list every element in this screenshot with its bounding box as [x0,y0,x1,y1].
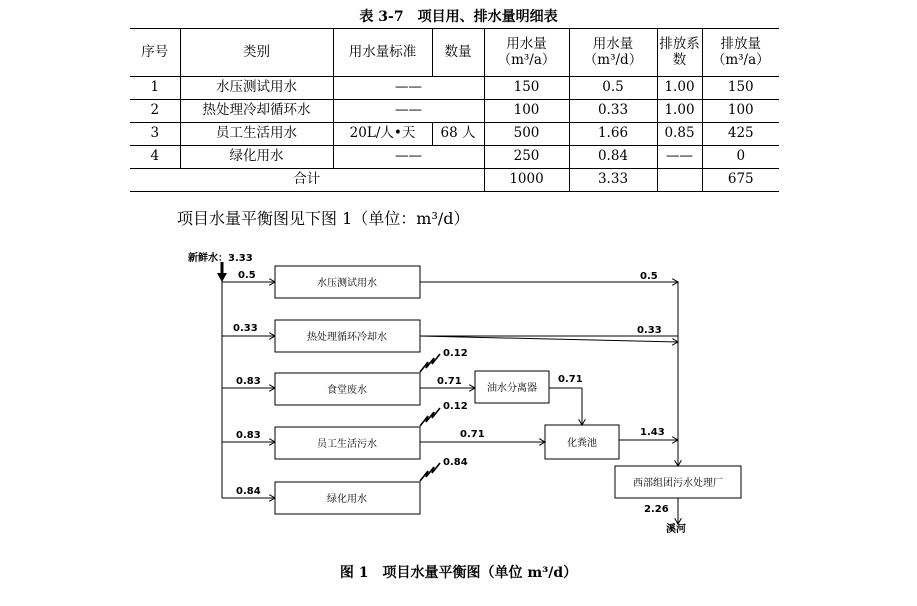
cell-water-year: 500 [484,123,569,146]
inlet-branches [222,282,275,498]
cell-category: 水压测试用水 [180,77,333,100]
flow-domestic-to-septic: 0.71 [460,429,485,440]
flow-out-pressure: 0.5 [640,271,658,282]
cell-water-year: 150 [484,77,569,100]
flow-plant-out: 2.26 [644,504,669,515]
flow-in-greening: 0.84 [236,486,261,497]
cell-coef: 1.00 [657,100,702,123]
svg-text:员工生活污水: 员工生活污水 [317,439,377,450]
svg-text:化粪池: 化粪池 [567,438,597,449]
cell-discharge: 100 [702,100,779,123]
total-water-day: 3.33 [569,169,657,192]
cell-water-day: 0.84 [569,146,657,169]
header-category: 类别 [180,29,333,77]
cell-category: 热处理冷却循环水 [180,100,333,123]
loss-canteen-zigzag-icon [420,354,440,372]
caption-line: 项目水量平衡图见下图 1（单位：m³/d） [177,209,470,228]
header-water-year: 用水量（m³/a） [484,29,569,77]
header-standard: 用水量标准 [333,29,432,77]
flow-oil-to-septic: 0.71 [558,374,583,385]
cell-water-year: 250 [484,146,569,169]
cell-category: 绿化用水 [180,146,333,169]
fresh-water-label: 新鲜水：3.33 [188,253,253,264]
table-title: 表 3-7 项目用、排水量明细表 [359,9,558,25]
cell-coef: 0.85 [657,123,702,146]
box-heat-cooling [275,320,420,352]
loss-domestic-zigzag-icon [420,408,440,426]
flow-loss-greening: 0.84 [443,457,468,468]
total-discharge: 675 [702,169,779,192]
flow-loss-domestic: 0.12 [443,401,468,412]
header-water-day: 用水量（m³/d） [569,29,657,77]
cell-water-day: 1.66 [569,123,657,146]
flow-in-pressure: 0.5 [238,270,256,281]
cell-seq: 4 [130,146,180,169]
cell-water-day: 0.33 [569,100,657,123]
flow-canteen-to-oil: 0.71 [437,376,462,387]
total-water-year: 1000 [484,169,569,192]
svg-text:绿化用水: 绿化用水 [327,494,367,505]
cell-quantity: 68 人 [432,123,484,146]
cell-seq: 3 [130,123,180,146]
header-quantity: 数量 [432,29,484,77]
svg-text:水压测试用水: 水压测试用水 [317,278,377,289]
box-oil-separator [475,371,549,403]
svg-text:西部组团污水处理厂: 西部组团污水处理厂 [633,478,723,489]
svg-text:食堂废水: 食堂废水 [327,385,367,396]
flow-in-domestic: 0.83 [236,430,261,441]
box-treatment-plant [615,466,741,498]
header-seq: 序号 [130,29,180,77]
cell-standard: —— [333,146,484,169]
cell-standard: —— [333,77,484,100]
cell-water-day: 0.5 [569,77,657,100]
cell-coef: —— [657,146,702,169]
loss-greening-zigzag-icon [420,463,440,481]
cell-seq: 2 [130,100,180,123]
flow-loss-canteen: 0.12 [443,348,468,359]
cell-water-year: 100 [484,100,569,123]
flow-in-canteen: 0.83 [236,376,261,387]
flow-out-heat: 0.33 [637,325,662,336]
cell-discharge: 0 [702,146,779,169]
box-domestic [275,427,420,459]
flow-septic-to-plant: 1.43 [640,427,665,438]
cell-discharge: 425 [702,123,779,146]
cell-standard: 20L/人•天 [333,123,432,146]
cell-category: 员工生活用水 [180,123,333,146]
fresh-water-arrow-icon [217,262,227,282]
outlet-label: 溪河 [666,524,686,535]
cell-coef: 1.00 [657,77,702,100]
flow-in-heat: 0.33 [233,323,258,334]
total-label: 合计 [130,169,484,192]
svg-text:油水分离器: 油水分离器 [487,383,537,394]
cell-standard: —— [333,100,484,123]
cell-discharge: 150 [702,77,779,100]
svg-text:热处理循环冷却水: 热处理循环冷却水 [307,332,387,343]
box-greening [275,482,420,514]
cell-seq: 1 [130,77,180,100]
box-septic [545,425,619,459]
figure-title: 图 1 项目水量平衡图（单位 m³/d） [339,565,578,581]
header-discharge: 排放量（m³/a） [702,29,779,77]
box-canteen [275,373,420,405]
box-pressure-test [275,266,420,298]
header-coef: 排放系数 [657,29,702,77]
